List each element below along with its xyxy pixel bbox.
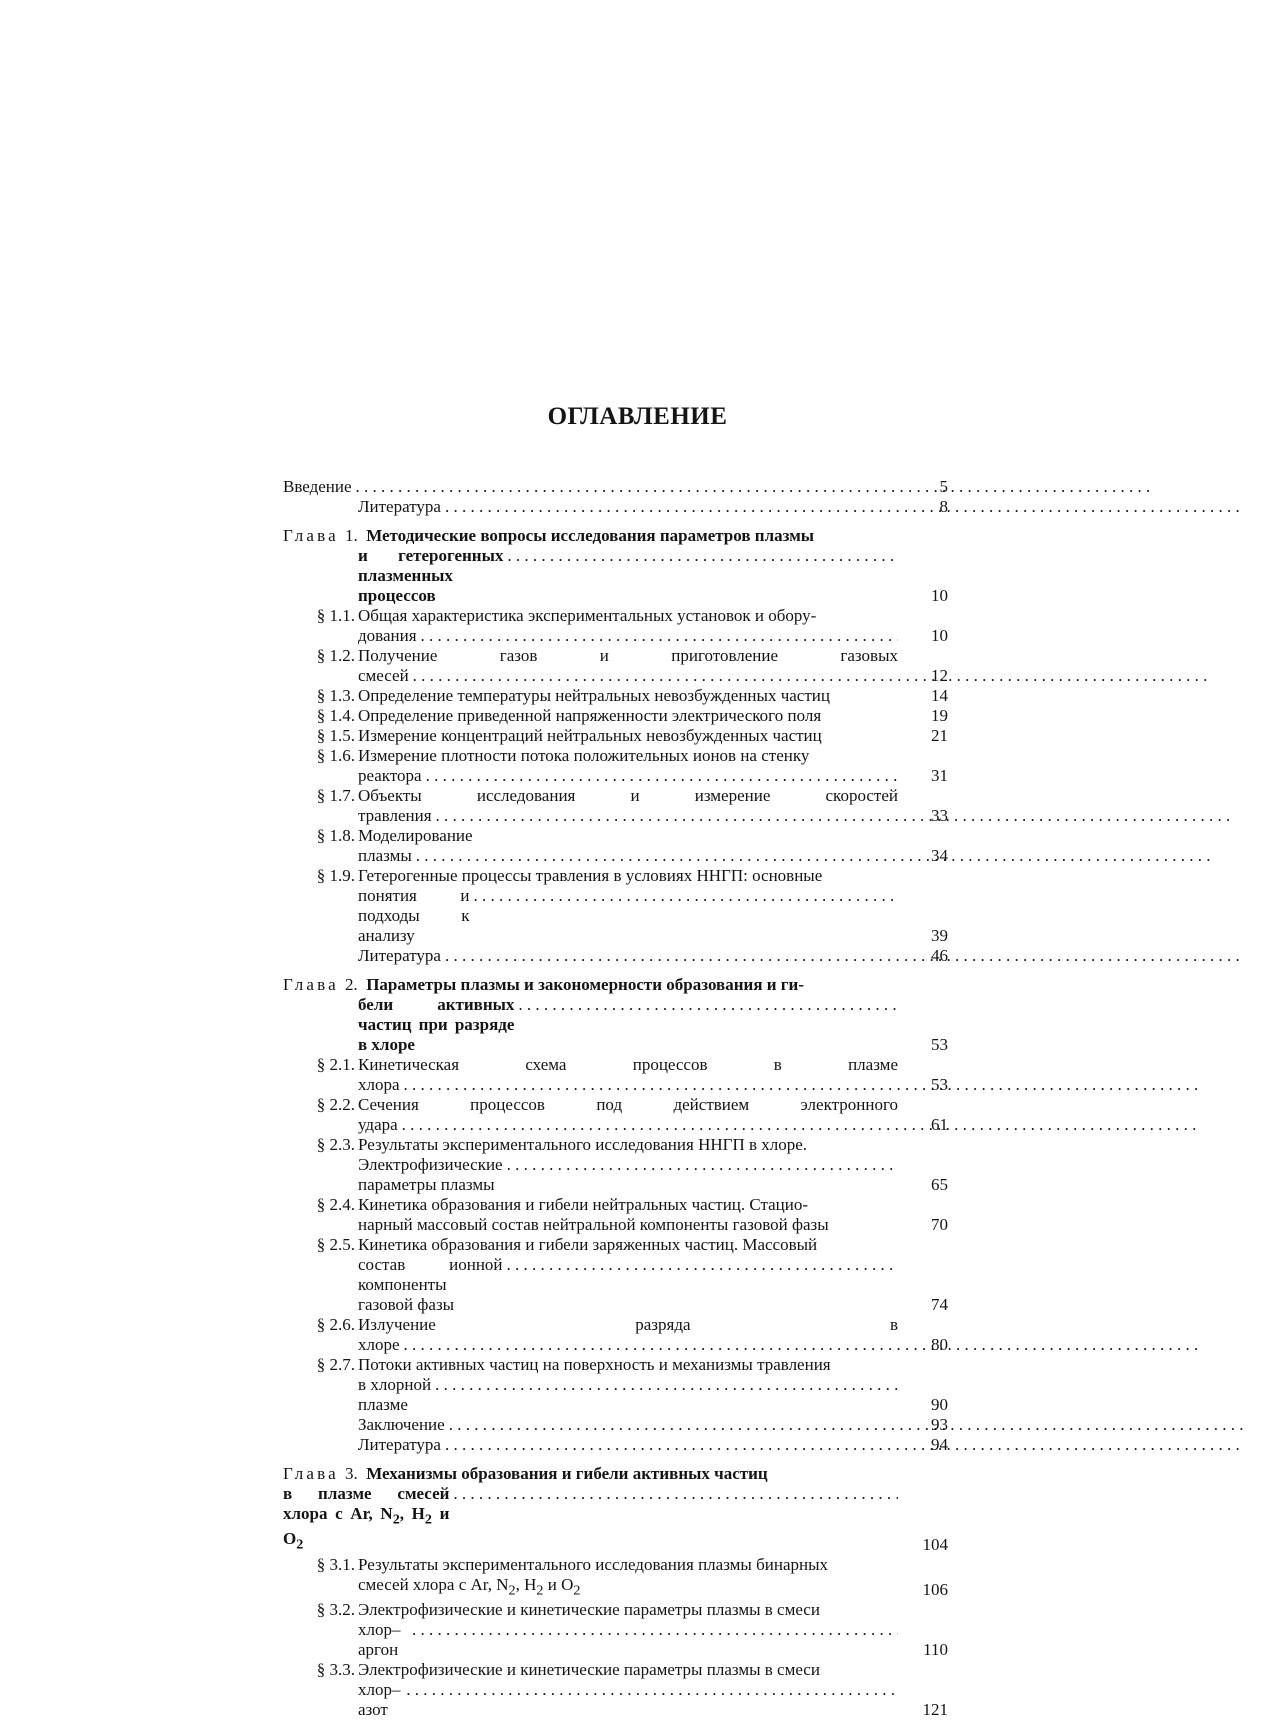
section-number: § 1.7.	[316, 786, 355, 805]
section-number: § 3.1.	[316, 1554, 355, 1574]
page-number: 10	[931, 586, 948, 605]
section-title-line2: смесей хлора с Ar, $N_2$, $H_2$ и $O_2$	[358, 1574, 581, 1599]
dot-leader	[421, 626, 898, 646]
chapter-number: 1.	[344, 526, 358, 545]
section-title: Кинетическая схема процессов в плазме хлора	[358, 1055, 898, 1094]
section-number: § 2.1.	[316, 1055, 355, 1074]
toc-chapter-1[interactable]	[283, 526, 948, 606]
toc-label: Заключение	[358, 1415, 445, 1434]
page-number: 53	[931, 1075, 948, 1094]
toc-section-1-6[interactable]	[283, 746, 948, 786]
toc-label: Литература	[358, 497, 441, 516]
toc-section-1-5[interactable]	[283, 726, 948, 746]
section-number: § 1.9.	[316, 866, 355, 885]
dot-leader	[402, 1115, 1203, 1134]
page-number: 80	[931, 1335, 948, 1354]
chapter-title-line2: в плазме смесей хлора с Ar, $N_2$, $H_2$ и $O_2$	[283, 1484, 450, 1553]
chapter-number: 3.	[344, 1464, 358, 1483]
dot-leader	[445, 1435, 1246, 1454]
toc-section-2-3[interactable]	[283, 1135, 948, 1195]
toc-section-1-3[interactable]	[283, 686, 948, 706]
page-number: 46	[931, 946, 948, 965]
page-number: 33	[931, 806, 948, 825]
section-title-line2: дования	[358, 626, 417, 645]
section-title: Определение приведенной напряженности электрического поля	[358, 706, 822, 725]
section-title-line2: состав ионной компоненты газовой фазы	[358, 1255, 503, 1314]
dot-leader	[416, 846, 1217, 865]
dot-leader	[436, 806, 1237, 825]
section-title: Измерение концентраций нейтральных невозбужденных частиц	[358, 726, 822, 745]
section-title-line2: хлор–азот	[358, 1680, 401, 1720]
toc-section-1-1[interactable]	[283, 606, 948, 646]
dot-leader	[404, 1335, 1205, 1354]
section-title-line1: Измерение плотности потока положительных ионов на стенку	[358, 746, 810, 765]
section-title-line2: Электрофизические параметры плазмы	[358, 1155, 503, 1194]
section-title: Излучение разряда в хлоре	[358, 1315, 898, 1354]
section-number: § 2.7.	[316, 1355, 355, 1374]
page-number: 94	[931, 1435, 948, 1454]
table-of-contents	[283, 477, 948, 1720]
section-number: § 2.4.	[316, 1195, 355, 1214]
chapter-title-line2: бели активных частиц при разряде в хлоре	[358, 995, 515, 1054]
page-number: 21	[931, 726, 948, 745]
page-number: 14	[931, 686, 948, 705]
chapter-title-line1: Параметры плазмы и закономерности образования и ги-	[366, 975, 804, 994]
page-number: 34	[931, 846, 948, 865]
dot-leader	[453, 1484, 898, 1504]
toc-entry-intro[interactable]	[283, 477, 948, 497]
section-number: § 1.6.	[316, 746, 355, 765]
section-number: § 1.3.	[316, 686, 355, 705]
section-number: § 3.2.	[316, 1600, 355, 1620]
toc-section-2-5[interactable]	[283, 1235, 948, 1315]
page-number: 70	[931, 1215, 948, 1234]
dot-leader	[412, 1620, 898, 1640]
section-number: § 2.6.	[316, 1315, 355, 1334]
dot-leader	[507, 1255, 898, 1275]
toc-section-1-7[interactable]	[283, 786, 948, 826]
page-number: 10	[931, 626, 948, 645]
section-title-line1: Электрофизические и кинетические параметры плазмы в смеси	[358, 1660, 820, 1680]
section-number: § 1.4.	[316, 706, 355, 725]
section-title-line1: Результаты экспериментального исследования ННГП в хлоре.	[358, 1135, 808, 1154]
section-number: § 1.8.	[316, 826, 355, 845]
page-title: ОГЛАВЛЕНИЕ	[547, 403, 728, 430]
toc-entry-ch2-conclusion[interactable]	[283, 1415, 948, 1435]
toc-section-1-9[interactable]	[283, 866, 948, 946]
toc-section-1-8[interactable]	[283, 826, 948, 866]
section-number: § 3.3.	[316, 1660, 355, 1680]
dot-leader	[413, 666, 1214, 685]
section-title: Получение газов и приготовление газовых смесей	[358, 646, 898, 685]
section-number: § 1.1.	[316, 606, 355, 625]
chapter-title-line2: и гетерогенных плазменных процессов	[358, 546, 504, 605]
chapter-number: 2.	[344, 975, 358, 994]
dot-leader	[435, 1375, 898, 1395]
section-title-line1: Кинетика образования и гибели заряженных частиц. Массовый	[358, 1235, 818, 1254]
toc-section-3-2[interactable]	[283, 1600, 948, 1660]
toc-chapter-2[interactable]	[283, 975, 948, 1055]
toc-section-2-2[interactable]	[283, 1095, 948, 1135]
page-number: 93	[931, 1415, 948, 1434]
toc-entry-ch2-literature[interactable]	[283, 1435, 948, 1455]
toc-label: Литература	[358, 1435, 441, 1454]
page-number: 12	[931, 666, 948, 685]
page-number: 110	[923, 1640, 948, 1660]
page-number: 65	[931, 1175, 948, 1194]
toc-section-2-4[interactable]	[283, 1195, 948, 1235]
dot-leader	[445, 946, 1246, 965]
section-number: § 1.5.	[316, 726, 355, 745]
chapter-prefix: Глава	[283, 1464, 339, 1483]
toc-entry-intro-literature[interactable]	[283, 497, 948, 517]
section-title: Сечения процессов под действием электронного удара	[358, 1095, 898, 1134]
toc-section-3-1[interactable]	[283, 1555, 948, 1600]
chapter-prefix: Глава	[283, 526, 339, 545]
toc-section-2-1[interactable]	[283, 1055, 948, 1095]
toc-section-1-2[interactable]	[283, 646, 948, 686]
dot-leader	[518, 995, 898, 1015]
section-title: Определение температуры нейтральных невозбужденных частиц	[358, 686, 830, 705]
section-title-line2: понятия и подходы к анализу	[358, 886, 470, 945]
dot-leader	[404, 1075, 1205, 1094]
dot-leader	[507, 1155, 898, 1175]
section-number: § 2.2.	[316, 1095, 355, 1114]
page-number: 104	[922, 1534, 948, 1554]
section-title-line1: Гетерогенные процессы травления в условиях ННГП: основные	[358, 866, 823, 885]
section-title: Моделирование плазмы	[358, 826, 473, 865]
section-title-line1: Кинетика образования и гибели нейтральных частиц. Стацио-	[358, 1195, 809, 1214]
dot-leader	[449, 1415, 1250, 1434]
section-title: Объекты исследования и измерение скоростей травления	[358, 786, 898, 825]
toc-entry-ch1-literature[interactable]	[283, 946, 948, 966]
section-title-line2: в хлорной плазме	[358, 1375, 432, 1414]
page-number: 53	[931, 1035, 948, 1054]
section-title-line1: Общая характеристика экспериментальных установок и обору-	[358, 606, 817, 625]
dot-leader	[406, 1680, 898, 1700]
dot-leader	[426, 766, 898, 786]
chapter-title-line1: Методические вопросы исследования параметров плазмы	[366, 526, 815, 545]
page-number: 74	[931, 1295, 948, 1314]
page-number: 106	[922, 1580, 948, 1600]
section-number: § 2.3.	[316, 1135, 355, 1154]
section-title-line2: реактора	[358, 766, 422, 785]
section-number: § 2.5.	[316, 1235, 355, 1254]
toc-label: Введение	[283, 477, 352, 496]
toc-section-2-6[interactable]	[283, 1315, 948, 1355]
section-title-line1: Электрофизические и кинетические параметры плазмы в смеси	[358, 1600, 820, 1620]
page-number: 31	[931, 766, 948, 785]
section-title-line2: нарный массовый состав нейтральной компоненты газовой фазы	[358, 1215, 829, 1234]
page-number: 61	[931, 1115, 948, 1134]
page-number: 19	[931, 706, 948, 725]
dot-leader	[445, 497, 1246, 516]
toc-label: Литература	[358, 946, 441, 965]
section-number: § 1.2.	[316, 646, 355, 665]
section-title-line1: Потоки активных частиц на поверхность и механизмы травления	[358, 1355, 831, 1374]
page-number: 121	[922, 1700, 948, 1720]
toc-section-1-4[interactable]	[283, 706, 948, 726]
dot-leader	[473, 886, 898, 906]
page-number: 5	[939, 477, 948, 496]
page-number: 39	[931, 926, 948, 945]
toc-section-2-7[interactable]	[283, 1355, 948, 1415]
section-title-line1: Результаты экспериментального исследования плазмы бинарных	[358, 1554, 829, 1574]
section-title-line2: хлор–аргон	[358, 1620, 401, 1660]
page-number: 8	[939, 497, 948, 516]
page-number: 90	[931, 1395, 948, 1414]
chapter-prefix: Глава	[283, 975, 339, 994]
toc-chapter-3[interactable]	[283, 1464, 948, 1555]
toc-section-3-3[interactable]	[283, 1660, 948, 1720]
chapter-title-line1: Механизмы образования и гибели активных частиц	[366, 1464, 768, 1483]
dot-leader	[356, 477, 1157, 496]
dot-leader	[507, 546, 898, 566]
